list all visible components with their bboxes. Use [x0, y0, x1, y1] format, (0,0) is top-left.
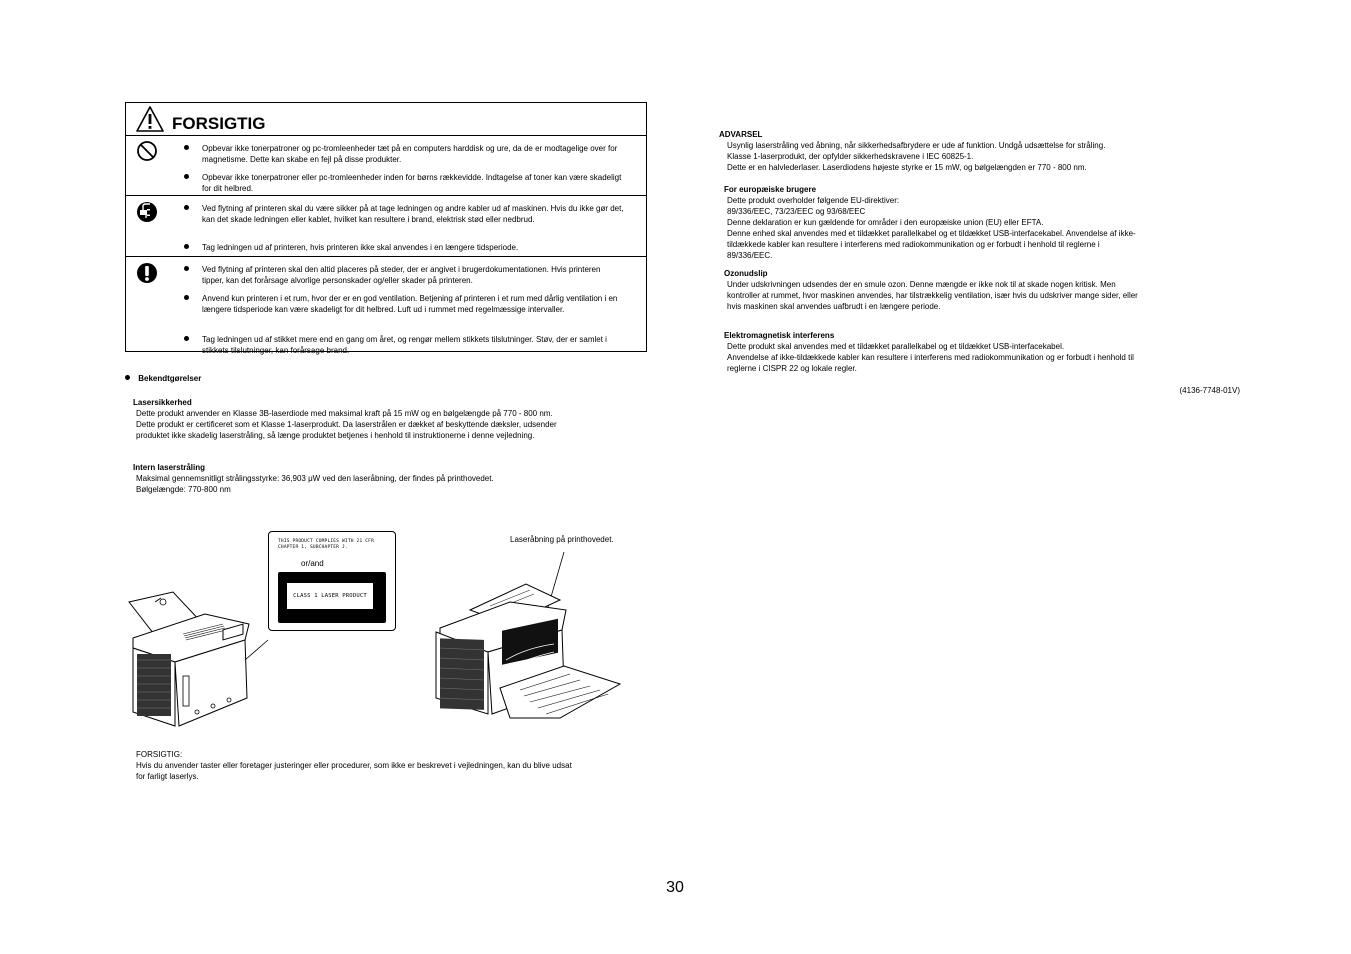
internal-radiation-heading: Intern laserstråling [133, 463, 206, 472]
bottom-caution-line: for farligt laserlys. [136, 772, 199, 781]
laser-safety-line: produktet ikke skadelig laserstråling, så længe produktet betjenes i henhold til instruktionerne i denne vejledning. [136, 431, 535, 440]
printer-side-illustration [125, 580, 275, 730]
european-users-line: Denne enhed skal anvendes med et tildækket parallelkabel og et tildækket USB-interfacekabel. Anvendelse af ikke- [727, 229, 1136, 238]
caution-section-cables [126, 196, 646, 257]
caution-item-text: Ved flytning af printeren skal den altid placeres på steder, der er angivet i brugerdokumentationen. Hvis printeren tipper, kan det forårsage alvorlige personskader og/eller skader på printeren. [202, 265, 601, 285]
warning-heading: ADVARSEL [719, 130, 763, 139]
compliance-label-callout [268, 531, 396, 631]
laser-safety-line: Dette produkt anvender en Klasse 3B-laserdiode med maksimal kraft på 15 mW og en bølgelængde på 770 - 800 nm. [136, 409, 553, 418]
ozone-line: hvis maskinen skal anvendes uafbrudt i en længere periode. [727, 302, 941, 311]
emi-line: reglerne i CISPR 22 og lokale regler. [727, 364, 857, 373]
bullet-icon [184, 266, 189, 271]
caution-item-text: Anvend kun printeren i et rum, hvor der er en god ventilation. Betjening af printeren i et rum med dårlig ventilation i en længere tidsperiode kan være skadeligt for dit helbred. Luft ud i rummet med regelmæssige intervaller. [202, 294, 618, 314]
list-item [184, 334, 624, 356]
caution-header [126, 103, 646, 136]
internal-radiation-line: Maksimal gennemsnitligt strålingsstyrke: 36,903 μW ved den laseråbning, der findes på printhovedet. [136, 474, 494, 483]
cfr-compliance-line: THIS PRODUCT COMPLIES WITH 21 CFR [278, 539, 375, 544]
ozone-line: Under udskrivningen udsendes der en smule ozon. Denne mængde er ikke nok til at skade nogen kritisk. Men [727, 280, 1116, 289]
bottom-caution-heading: FORSIGTIG: [136, 750, 183, 759]
caution-item-text: Opbevar ikke tonerpatroner og pc-tromleenheder tæt på en computers harddisk og ure, da de er modtagelige over for magnetisme. Dette kan skabe en fejl på disse produkter. [202, 144, 618, 164]
bullet-icon [184, 336, 189, 341]
european-users-line: 89/336/EEC. [727, 251, 773, 260]
warning-line: Klasse 1-laserprodukt, der opfylder sikkerhedskravene i IEC 60825-1. [727, 152, 974, 161]
ozone-block [724, 268, 1138, 312]
notices-heading: Bekendtgørelser [138, 374, 202, 383]
cfr-compliance-text [278, 539, 374, 551]
list-item [184, 264, 624, 286]
printer-open-illustration [430, 548, 622, 723]
warning-line: Usynlig laserstråling ved åbning, når sikkerhedsafbrydere er ude af funktion. Undgå udsættelse for stråling. [727, 141, 1106, 150]
ozone-heading: Ozonudslip [724, 269, 768, 278]
bottom-caution-line: Hvis du anvender taster eller foretager justeringer eller procedurer, som ikke er beskrevet i vejledningen, kan du blive udsat [136, 761, 572, 770]
warning-line: Dette er en halvlederlaser. Laserdiodens højeste styrke er 15 mW, og bølgelængden er 770 - 800 nm. [727, 163, 1087, 172]
bullet-icon [184, 244, 189, 249]
caution-title: FORSIGTIG [172, 114, 266, 133]
european-users-line: Denne deklaration er kun gældende for områder i den europæiske union (EU) eller EFTA. [727, 218, 1044, 227]
cfr-compliance-line: CHAPTER 1, SUBCHAPTER J. [278, 545, 348, 550]
caution-section-storage [126, 136, 646, 196]
emi-block [724, 330, 1134, 374]
european-users-line: tildækkede kabler kan resultere i interferens med radiokommunikation og er forbudt i henhold til reglerne i [727, 240, 1100, 249]
european-users-block [724, 184, 1136, 261]
bullet-icon [125, 375, 130, 380]
list-item [184, 242, 624, 253]
european-users-heading: For europæiske brugere [724, 185, 817, 194]
list-item [184, 143, 624, 165]
caution-item-text: Tag ledningen ud af stikket mere end en gang om året, og rengør mellem stikkets tilslutninger. Støv, der er samlet i stikkets tilslutninger, kan forårsage brand. [202, 335, 607, 355]
warning-block [719, 129, 1105, 173]
emi-line: Dette produkt skal anvendes med et tildækket parallelkabel og et tildækket USB-interfacekabel. [727, 342, 1065, 351]
caution-item-text: Opbevar ikke tonerpatroner eller pc-tromleenheder inden for børns rækkevidde. Indtagelse af toner kan være skadeligt for dit helbred. [202, 173, 622, 193]
bullet-icon [184, 295, 189, 300]
class1-label [278, 572, 386, 623]
emi-heading: Elektromagnetisk interferens [724, 331, 835, 340]
or-and-text: or/and [301, 559, 324, 568]
document-code: (4136-7748-01V) [1179, 386, 1240, 395]
caution-item-text: Ved flytning af printeren skal du være sikker på at tage ledningen og andre kabler ud af maskinen. Hvis du ikke gør det, kan det skade ledningen eller kablet, hvilket kan resultere i brand, elektrisk stød eller nedbrud. [202, 204, 624, 224]
bottom-caution-block [136, 749, 572, 782]
laser-safety-block [133, 397, 557, 441]
european-users-line: Dette produkt overholder følgende EU-direktiver: [727, 196, 900, 205]
ozone-line: kontroller at rummet, hvor maskinen anvendes, har tilstrækkelig ventilation, især hvis du udskriver mange sider, eller [727, 291, 1138, 300]
laser-safety-heading: Lasersikkerhed [133, 398, 192, 407]
page-number: 30 [666, 879, 684, 896]
internal-radiation-line: Bølgelængde: 770-800 nm [136, 485, 231, 494]
laser-safety-line: Dette produkt er certificeret som et Klasse 1-laserprodukt. Da laserstrålen er dækket af beskyttende dæksler, udsender [136, 420, 557, 429]
list-item [184, 172, 624, 194]
warning-triangle-icon [136, 106, 164, 132]
aperture-caption: Laseråbning på printhovedet. [510, 535, 614, 544]
caution-box [125, 102, 647, 355]
list-item [184, 293, 624, 315]
bullet-icon [184, 205, 189, 210]
bullet-icon [184, 145, 189, 150]
internal-radiation-block [133, 462, 494, 495]
no-symbol-icon [136, 140, 158, 162]
exclamation-icon [136, 262, 158, 284]
caution-section-placement [126, 257, 646, 354]
class1-label-text: CLASS 1 LASER PRODUCT [286, 582, 374, 610]
emi-line: Anvendelse af ikke-tildækkede kabler kan resultere i interferens med radiokommunikation og er forbudt i henhold til [727, 353, 1134, 362]
bullet-icon [184, 174, 189, 179]
list-item [184, 203, 624, 225]
unplug-icon [136, 201, 158, 223]
notices-heading-row [125, 373, 201, 384]
caution-item-text: Tag ledningen ud af printeren, hvis printeren ikke skal anvendes i en længere tidsperiode. [202, 243, 519, 252]
european-users-line: 89/336/EEC, 73/23/EEC og 93/68/EEC [727, 207, 866, 216]
